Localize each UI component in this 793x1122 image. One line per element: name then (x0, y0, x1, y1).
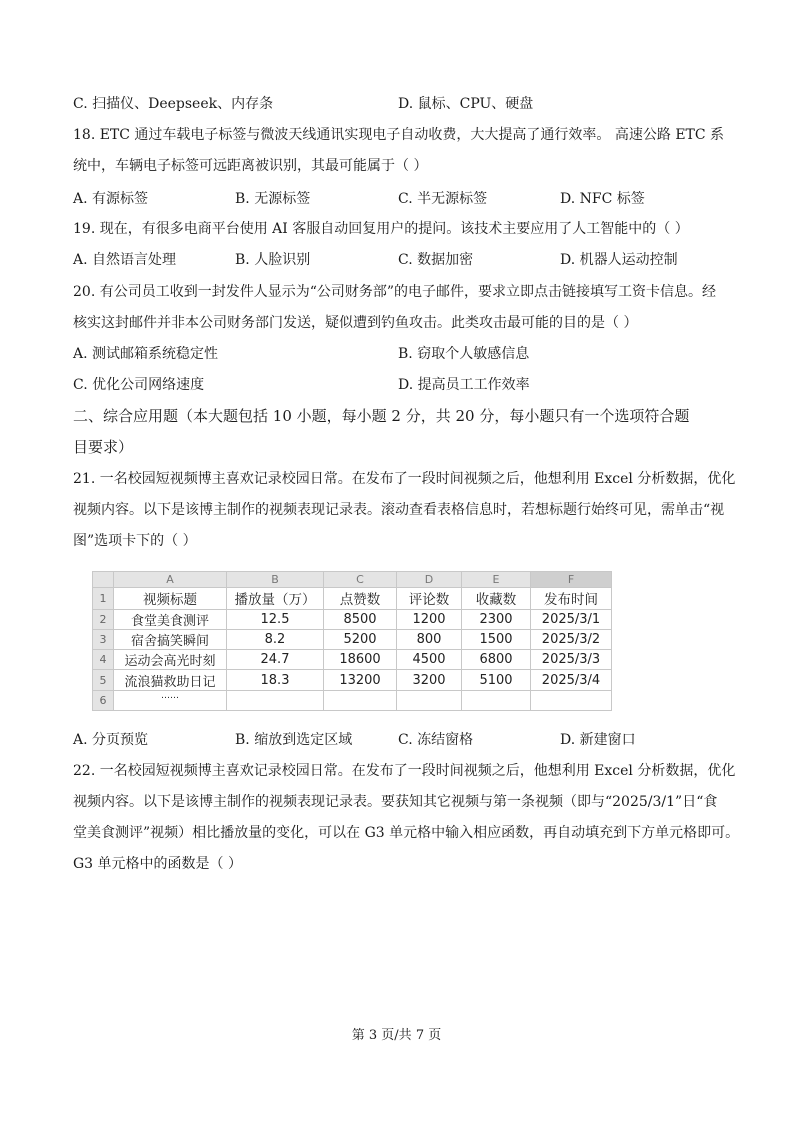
header-cell: 播放量（万） (227, 588, 324, 609)
q21-stem-line2: 视频内容。以下是该博主制作的视频表现记录表。滚动查看表格信息时，若想标题行始终可见，需单击“视 (73, 502, 725, 518)
q17-option-d: D. 鼠标、CPU、硬盘 (398, 96, 534, 112)
table-cell: 5100 (462, 670, 531, 690)
table-cell: 运动会高光时刻 (114, 650, 227, 670)
table-cell: 5200 (324, 629, 397, 649)
q21-option-a: A. 分页预览 (73, 732, 149, 748)
table-row (93, 629, 612, 649)
q19-option-b: B. 人脸识别 (235, 252, 311, 268)
table-cell: 1200 (397, 609, 462, 629)
table-cell: 食堂美食测评 (114, 609, 227, 629)
q21-stem-line3: 图”选项卡下的（ ） (73, 533, 197, 549)
q20-option-a: A. 测试邮箱系统稳定性 (73, 346, 219, 362)
table-row (93, 609, 612, 629)
table-cell: 800 (397, 629, 462, 649)
header-cell: 评论数 (397, 588, 462, 609)
table-cell: 8500 (324, 609, 397, 629)
row-number: 3 (93, 629, 114, 649)
col-letter-c: C (324, 572, 397, 588)
table-cell: 18.3 (227, 670, 324, 690)
table-cell: 6800 (462, 650, 531, 670)
table-cell: 12.5 (227, 609, 324, 629)
header-cell: 视频标题 (114, 588, 227, 609)
table-row (93, 650, 612, 670)
q20-option-b: B. 窃取个人敏感信息 (398, 346, 530, 362)
col-letter-d: D (397, 572, 462, 588)
table-cell (531, 690, 612, 710)
q18-option-d: D. NFC 标签 (560, 191, 645, 207)
q22-stem-line4: G3 单元格中的函数是（ ） (73, 856, 242, 872)
col-letter-f: F (531, 572, 612, 588)
table-row (93, 670, 612, 690)
table-cell: 4500 (397, 650, 462, 670)
table-cell (397, 690, 462, 710)
header-cell: 点赞数 (324, 588, 397, 609)
q21-option-d: D. 新建窗口 (560, 732, 636, 748)
q20-option-d: D. 提高员工工作效率 (398, 377, 530, 393)
col-letter-e: E (462, 572, 531, 588)
table-cell: 2300 (462, 609, 531, 629)
row-number: 6 (93, 690, 114, 710)
table-cell: 2025/3/4 (531, 670, 612, 690)
table-cell: 1500 (462, 629, 531, 649)
table-cell: 2025/3/2 (531, 629, 612, 649)
section2-heading-line2: 目要求） (73, 438, 134, 456)
table-cell: 18600 (324, 650, 397, 670)
row-number: 5 (93, 670, 114, 690)
table-cell: 2025/3/1 (531, 609, 612, 629)
q22-stem-line1: 22. 一名校园短视频博主喜欢记录校园日常。在发布了一段时间视频之后，他想利用 Excel 分析数据，优化 (73, 763, 736, 779)
q18-option-b: B. 无源标签 (235, 191, 311, 207)
q19-option-a: A. 自然语言处理 (73, 252, 177, 268)
row-number: 4 (93, 650, 114, 670)
sheet-corner (93, 572, 114, 588)
table-cell (324, 690, 397, 710)
table-cell: 24.7 (227, 650, 324, 670)
q21-option-b: B. 缩放到选定区域 (235, 732, 353, 748)
table-cell: 流浪猫救助日记 (114, 670, 227, 690)
col-letter-b: B (227, 572, 324, 588)
q22-stem-line3: 堂美食测评”视频）相比播放量的变化，可以在 G3 单元格中输入相应函数，再自动填充到下方单元格即可。 (73, 825, 740, 841)
row-number: 1 (93, 588, 114, 609)
q20-stem-line2: 核实这封邮件并非本公司财务部门发送，疑似遭到钓鱼攻击。此类攻击最可能的目的是（ ） (73, 315, 638, 331)
q20-stem-line1: 20. 有公司员工收到一封发件人显示为“公司财务部”的电子邮件，要求立即点击链接填写工资卡信息。经 (73, 284, 717, 300)
q21-stem-line1: 21. 一名校园短视频博主喜欢记录校园日常。在发布了一段时间视频之后，他想利用 Excel 分析数据，优化 (73, 471, 736, 487)
row-number: 2 (93, 609, 114, 629)
q19-stem-line1: 19. 现在，有很多电商平台使用 AI 客服自动回复用户的提问。该技术主要应用了人工智能中的（ ） (73, 221, 689, 237)
q20-option-c: C. 优化公司网络速度 (73, 377, 205, 393)
table-row (93, 690, 612, 710)
table-header-row (93, 588, 612, 609)
column-header-row (93, 572, 612, 588)
q21-option-c: C. 冻结窗格 (398, 732, 474, 748)
table-cell: 8.2 (227, 629, 324, 649)
video-stats-spreadsheet (92, 571, 612, 711)
q18-option-a: A. 有源标签 (73, 191, 149, 207)
q22-stem-line2: 视频内容。以下是该博主制作的视频表现记录表。要获知其它视频与第一条视频（即与“2025/3/1”日“食 (73, 794, 718, 810)
q17-option-c: C. 扫描仪、Deepseek、内存条 (73, 96, 274, 112)
q18-stem-line1: 18. ETC 通过车载电子标签与微波天线通讯实现电子自动收费，大大提高了通行效率。 高速公路 ETC 系 (73, 127, 725, 143)
table-cell: 13200 (324, 670, 397, 690)
q19-option-c: C. 数据加密 (398, 252, 474, 268)
table-cell: 2025/3/3 (531, 650, 612, 670)
table-cell: 宿舍搞笑瞬间 (114, 629, 227, 649)
q18-option-c: C. 半无源标签 (398, 191, 488, 207)
q19-option-d: D. 机器人运动控制 (560, 252, 678, 268)
table-cell: …… (114, 690, 227, 710)
table-cell (462, 690, 531, 710)
q18-stem-line2: 统中，车辆电子标签可远距离被识别，其最可能属于（ ） (73, 158, 428, 174)
section2-heading-line1: 二、综合应用题（本大题包括 10 小题，每小题 2 分，共 20 分，每小题只有一个选项符合题 (73, 407, 690, 425)
table-cell (227, 690, 324, 710)
header-cell: 收藏数 (462, 588, 531, 609)
page-number-footer: 第 3 页/共 7 页 (351, 1028, 442, 1043)
table-cell: 3200 (397, 670, 462, 690)
col-letter-a: A (114, 572, 227, 588)
header-cell: 发布时间 (531, 588, 612, 609)
